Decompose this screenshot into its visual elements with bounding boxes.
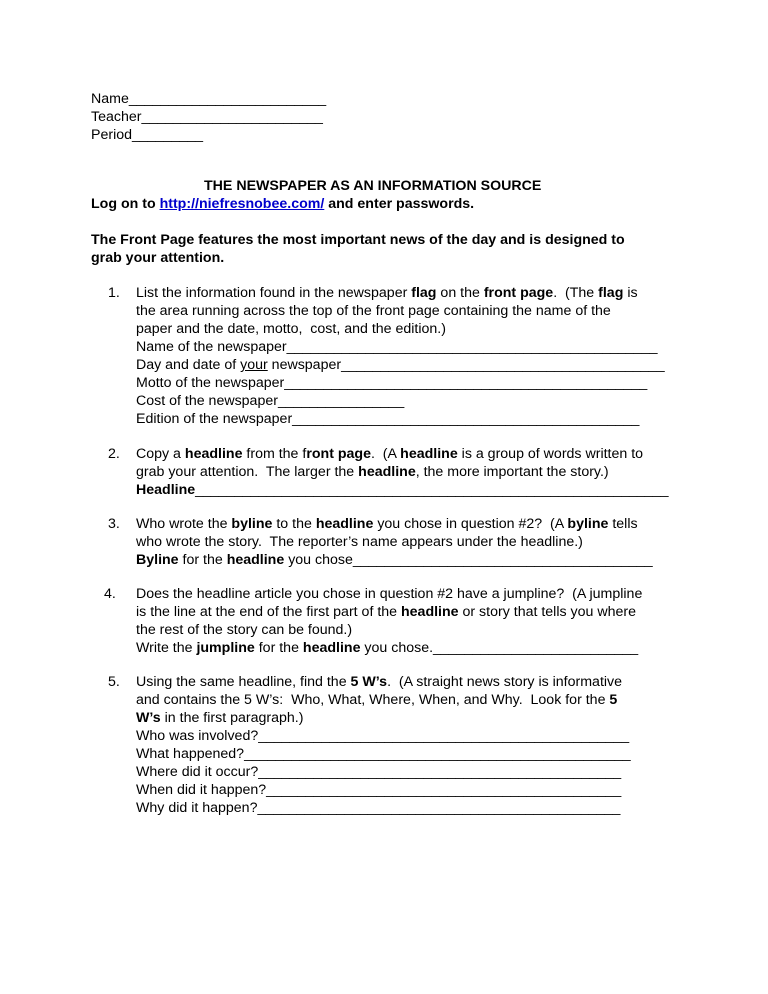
period-field: Period_________ — [91, 127, 204, 143]
q5-line-2 — [136, 691, 617, 709]
q3-text: Who wrote the — [136, 516, 232, 532]
q2-text: Copy a — [136, 446, 185, 462]
q5-text: in the first paragraph.) — [160, 710, 304, 726]
q2-headline-term: headline — [358, 464, 416, 480]
q4-line-2 — [136, 603, 636, 621]
login-before: Log on to — [91, 196, 160, 212]
q4-line-3: the rest of the story can be found.) — [136, 622, 353, 638]
q1-front-page-term: front page — [483, 285, 554, 301]
q4-number: 4. — [104, 586, 116, 602]
q4-text: for the — [254, 640, 303, 656]
q3-field-byline — [136, 551, 653, 569]
q4-jumpline-term: jumpline — [196, 640, 255, 656]
q2-number: 2. — [108, 446, 120, 462]
q3-byline-term: byline — [231, 516, 273, 532]
q2-field-headline — [136, 481, 669, 499]
q3-line-2: who wrote the story. The reporter’s name appears under the headline.) — [136, 534, 583, 550]
site-link[interactable]: http://niefresnobee.com/ — [159, 196, 325, 212]
q5-field-when: When did it happen?_____________________________________________ — [136, 782, 622, 798]
q5-ws-term: 5 — [609, 692, 618, 708]
q4-field-jumpline — [136, 639, 638, 657]
q2-headline-label: Headline — [136, 482, 196, 498]
q2-text: grab your attention. The larger the — [136, 464, 359, 480]
q3-headline-term: headline — [226, 552, 285, 568]
q1-number: 1. — [108, 285, 120, 301]
q1-line-1 — [136, 284, 638, 302]
q1-text: is — [623, 285, 638, 301]
q3-text: to the — [272, 516, 316, 532]
page-title: THE NEWSPAPER AS AN INFORMATION SOURCE — [204, 178, 542, 194]
q2-answer-line: ____________________________________________________________ — [195, 482, 669, 498]
q2-line-2 — [136, 463, 609, 481]
q4-headline-term: headline — [302, 640, 361, 656]
q1-field-edition: Edition of the newspaper____________________________________________ — [136, 411, 640, 427]
q3-headline-term: headline — [315, 516, 374, 532]
q5-line-1 — [136, 673, 622, 691]
q5-field-who: Who was involved?_______________________________________________ — [136, 728, 630, 744]
q1-field-motto: Motto of the newspaper______________________________________________ — [136, 375, 648, 391]
q1-field-date — [136, 356, 665, 374]
intro-line-2: grab your attention. — [91, 250, 225, 266]
teacher-field: Teacher_______________________ — [91, 109, 323, 125]
q5-text: Using the same headline, find the — [136, 674, 351, 690]
q5-field-why: Why did it happen?______________________________________________ — [136, 800, 621, 816]
login-line — [91, 195, 474, 213]
q2-headline-term: headline — [184, 446, 243, 462]
q1-flag-term: flag — [598, 285, 624, 301]
q5-field-where: Where did it occur?______________________________________________ — [136, 764, 622, 780]
q2-text: . (A — [370, 446, 401, 462]
q1-text: List the information found in the newspaper — [136, 285, 412, 301]
q1-line-2: the area running across the top of the front page containing the name of the — [136, 303, 611, 319]
q2-headline-term: headline — [400, 446, 458, 462]
name-field: Name_________________________ — [91, 91, 327, 107]
q5-field-what: What happened?_________________________________________________ — [136, 746, 631, 762]
q2-text: is a group of words written to — [457, 446, 644, 462]
q3-line-1 — [136, 515, 638, 533]
q1-line-3: paper and the date, motto, cost, and the edition.) — [136, 321, 446, 337]
q1-text: on the — [436, 285, 484, 301]
q1-your-term: your — [240, 357, 268, 373]
q1-field-label: newspaper_________________________________________ — [267, 357, 665, 373]
q2-front-page-term: ront page — [306, 446, 371, 462]
q2-text: , the more important the story.) — [415, 464, 609, 480]
q4-headline-term: headline — [401, 604, 459, 620]
q4-text: is the line at the end of the first part of the — [136, 604, 401, 620]
q5-text: and contains the 5 W’s: Who, What, Where, When, and Why. Look for the — [136, 692, 610, 708]
q1-text: . (The — [553, 285, 599, 301]
q2-text: from the f — [242, 446, 307, 462]
q3-answer-line: you chose______________________________________ — [284, 552, 653, 568]
q3-byline-term: byline — [567, 516, 609, 532]
q5-number: 5. — [108, 674, 120, 690]
q3-number: 3. — [108, 516, 120, 532]
q4-answer-line: you chose.__________________________ — [360, 640, 639, 656]
q1-field-cost: Cost of the newspaper________________ — [136, 393, 405, 409]
intro-line-1: The Front Page features the most important news of the day and is designed to — [91, 232, 625, 248]
q1-flag-term: flag — [411, 285, 437, 301]
q4-text: or story that tells you where — [458, 604, 636, 620]
q5-ws-term: 5 W’s — [350, 674, 388, 690]
q4-text: Write the — [136, 640, 197, 656]
q3-byline-label: Byline — [136, 552, 179, 568]
q5-text: . (A straight news story is informative — [387, 674, 623, 690]
q3-text: tells — [608, 516, 638, 532]
login-after: and enter passwords. — [324, 196, 475, 212]
q5-ws-term: W’s — [136, 710, 161, 726]
q4-line-1: Does the headline article you chose in question #2 have a jumpline? (A jumpline — [136, 586, 643, 602]
q5-line-3 — [136, 709, 303, 727]
q1-field-label: Day and date of — [136, 357, 241, 373]
q1-field-name: Name of the newspaper_______________________________________________ — [136, 339, 658, 355]
q2-line-1 — [136, 445, 643, 463]
q3-text: for the — [178, 552, 227, 568]
q3-text: you chose in question #2? (A — [373, 516, 568, 532]
